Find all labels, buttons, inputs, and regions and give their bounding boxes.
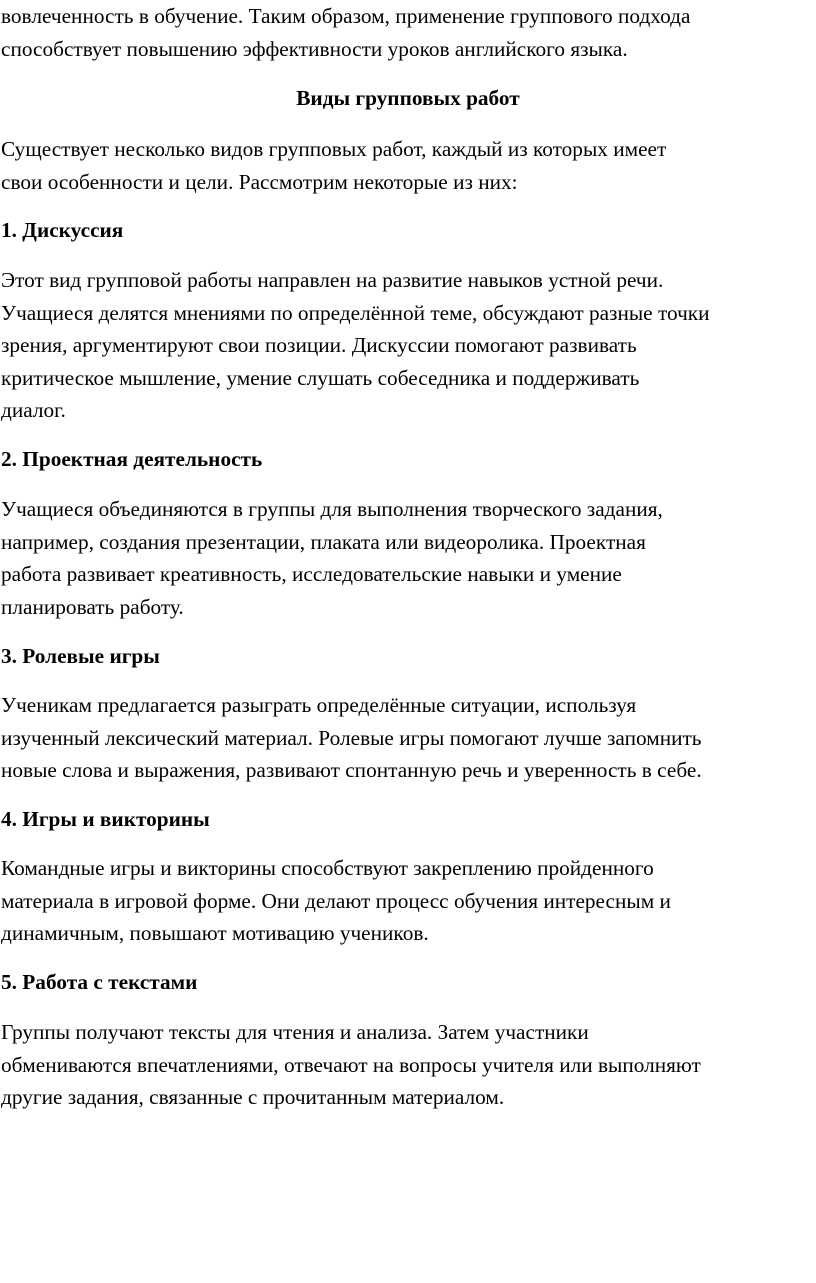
text-line: Группы получают тексты для чтения и анализа. Затем участники bbox=[1, 1020, 589, 1044]
text-line: диалог. bbox=[1, 398, 66, 422]
text-line: обмениваются впечатлениями, отвечают на вопросы учителя или выполняют bbox=[1, 1052, 701, 1077]
section-title-games: 4. Игры и викторины bbox=[1, 807, 210, 831]
text-line: свои особенности и цели. Рассмотрим некоторые из них: bbox=[1, 169, 518, 194]
section-body-discussion bbox=[1, 264, 710, 427]
section-title-discussion: 1. Дискуссия bbox=[1, 218, 124, 242]
section-title-role-play: 3. Ролевые игры bbox=[1, 644, 160, 668]
text-line: планировать работу. bbox=[1, 594, 184, 619]
section-title-project: 2. Проектная деятельность bbox=[1, 447, 263, 471]
section-body-texts bbox=[1, 1016, 701, 1114]
overview-paragraph bbox=[1, 133, 666, 198]
text-line: динамичным, повышают мотивацию учеников. bbox=[1, 921, 429, 945]
text-line: работа развивает креативность, исследовательские навыки и умение bbox=[1, 562, 622, 586]
main-heading: Виды групповых работ bbox=[296, 86, 520, 110]
text-line: например, создания презентации, плаката или видеоролика. Проектная bbox=[1, 529, 646, 554]
text-line: изученный лексический материал. Ролевые игры помогают лучше запомнить bbox=[1, 725, 702, 750]
text-line: материала в игровой форме. Они делают процесс обучения интересным и bbox=[1, 888, 671, 913]
text-line: Командные игры и викторины способствуют закреплению пройденного bbox=[1, 856, 654, 880]
text-line: способствует повышению эффективности уроков английского языка. bbox=[1, 36, 628, 61]
text-line: Существует несколько видов групповых работ, каждый из которых имеет bbox=[1, 137, 667, 161]
text-line: Этот вид групповой работы направлен на развитие навыков устной речи. bbox=[1, 268, 664, 292]
text-line: критическое мышление, умение слушать собеседника и поддерживать bbox=[1, 365, 640, 390]
text-line: Ученикам предлагается разыграть определённые ситуации, используя bbox=[1, 693, 637, 717]
section-body-project bbox=[1, 493, 663, 623]
section-title-texts: 5. Работа с текстами bbox=[1, 970, 198, 994]
text-line: зрения, аргументируют свои позиции. Дискуссии помогают развивать bbox=[1, 333, 637, 357]
section-body-role-play bbox=[1, 689, 702, 787]
intro-paragraph bbox=[1, 0, 690, 65]
text-line: Учащиеся объединяются в группы для выполнения творческого задания, bbox=[1, 497, 663, 521]
text-line: другие задания, связанные с прочитанным материалом. bbox=[1, 1085, 505, 1109]
section-body-games bbox=[1, 852, 671, 950]
text-line: новые слова и выражения, развивают спонтанную речь и уверенность в себе. bbox=[1, 758, 702, 782]
text-line: Учащиеся делятся мнениями по определённой теме, обсуждают разные точки bbox=[1, 300, 710, 325]
text-line: вовлеченность в обучение. Таким образом, применение группового подхода bbox=[1, 4, 691, 28]
